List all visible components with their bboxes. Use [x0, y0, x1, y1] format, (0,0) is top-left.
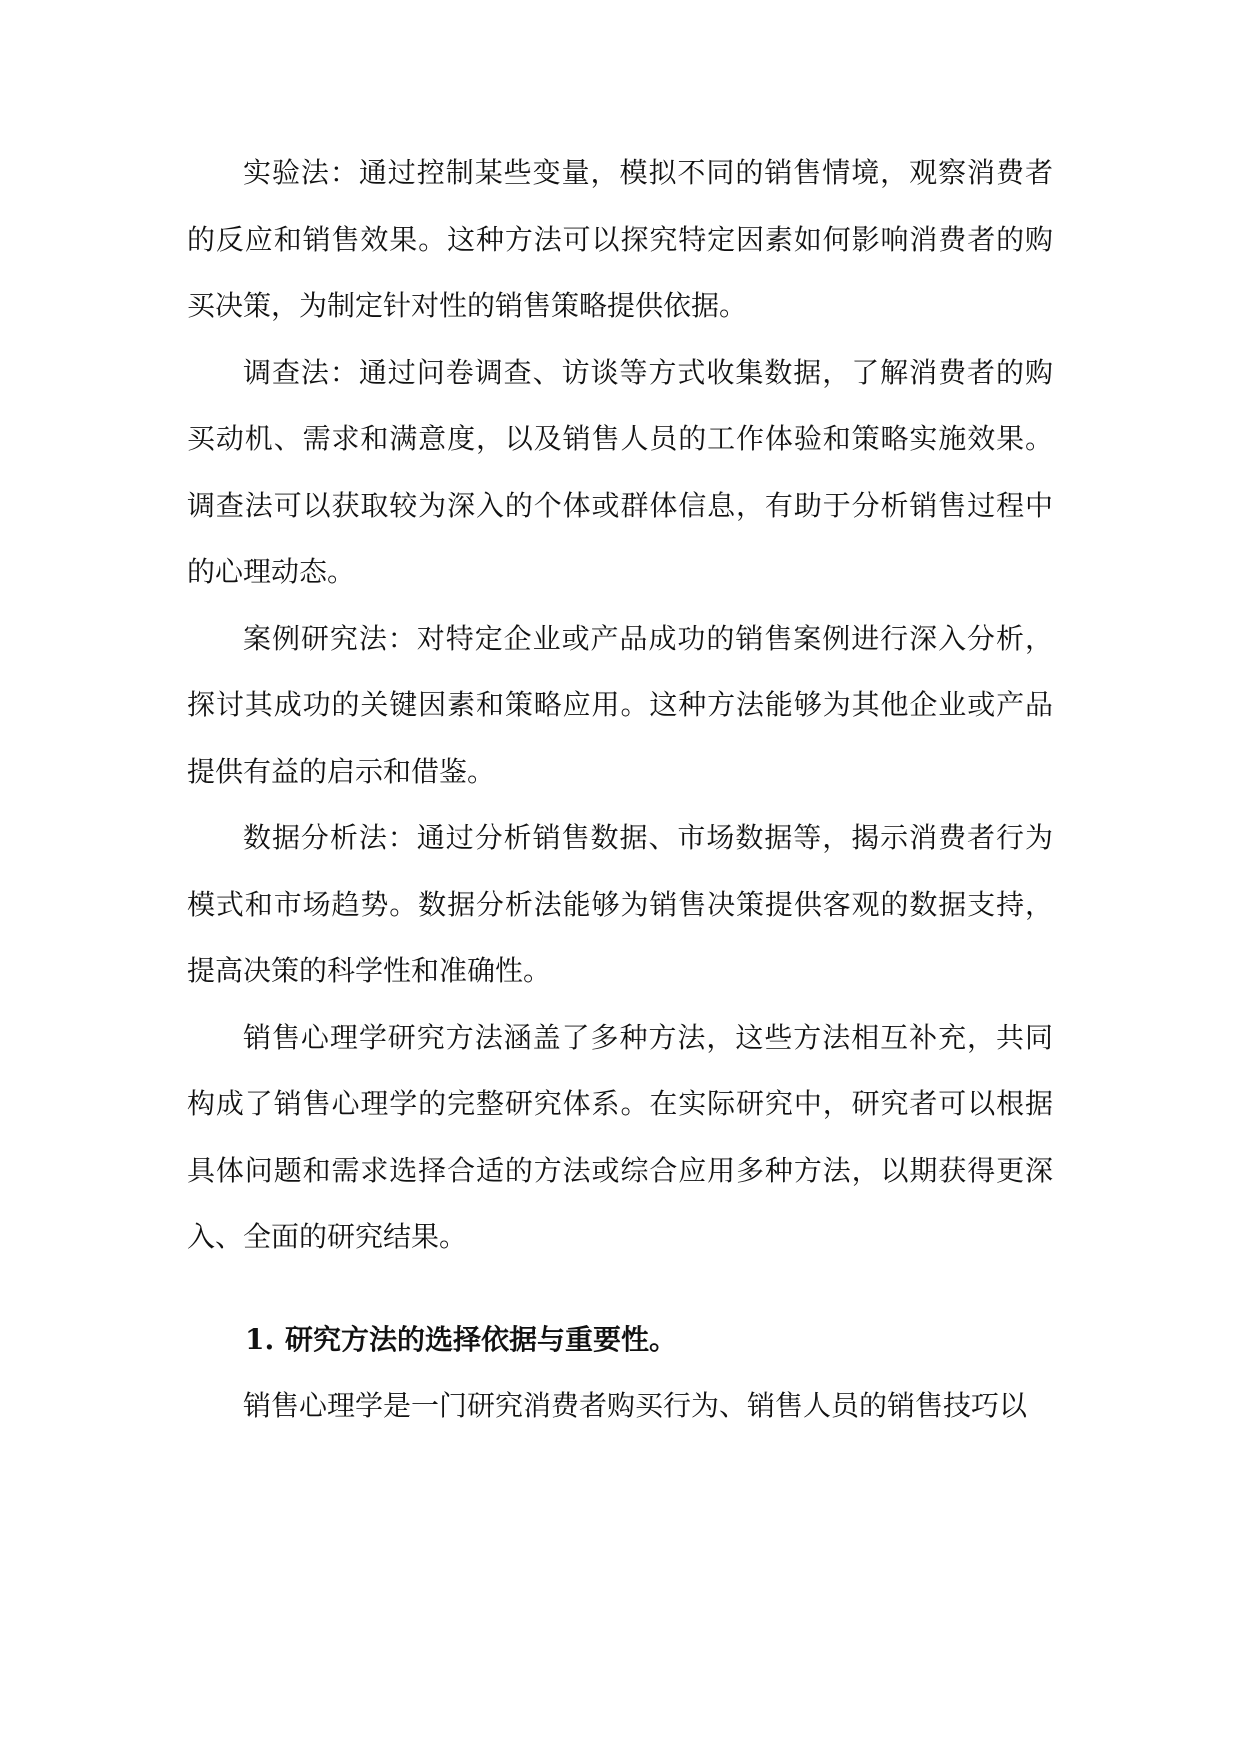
paragraph-survey-method: 调查法：通过问卷调查、访谈等方式收集数据，了解消费者的购买动机、需求和满意度，以及销售人员的工作体验和策略实施效果。调查法可以获取较为深入的个体或群体信息，有助于分析销售过程中的心理动态。	[187, 355, 1053, 588]
paragraph-final: 销售心理学是一门研究消费者购买行为、销售人员的销售技巧以	[243, 1389, 1028, 1422]
paragraph-summary: 销售心理学研究方法涵盖了多种方法，这些方法相互补充，共同构成了销售心理学的完整研究体系。在实际研究中，研究者可以根据具体问题和需求选择合适的方法或综合应用多种方法，以期获得更深入、全面的研究结果。	[187, 1020, 1053, 1253]
section-heading-number: 1.	[245, 1322, 275, 1356]
paragraph-data-analysis-method: 数据分析法：通过分析销售数据、市场数据等，揭示消费者行为模式和市场趋势。数据分析法能够为销售决策提供客观的数据支持，提高决策的科学性和准确性。	[187, 821, 1053, 987]
paragraph-case-study-method: 案例研究法：对特定企业或产品成功的销售案例进行深入分析，探讨其成功的关键因素和策略应用。这种方法能够为其他企业或产品提供有益的启示和借鉴。	[187, 621, 1053, 788]
document-body	[187, 140, 1053, 1440]
section-heading-text: 研究方法的选择依据与重要性。	[285, 1322, 678, 1356]
section-heading	[187, 1307, 1053, 1374]
paragraph-experiment-method: 实验法：通过控制某些变量，模拟不同的销售情境，观察消费者的反应和销售效果。这种方法可以探究特定因素如何影响消费者的购买决策，为制定针对性的销售策略提供依据。	[187, 156, 1053, 322]
